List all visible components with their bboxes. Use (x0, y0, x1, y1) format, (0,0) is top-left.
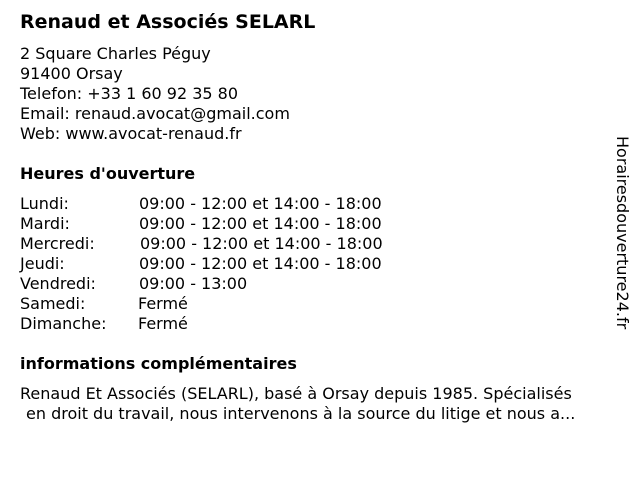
time-value: 09:00 - 13:00 (139, 274, 248, 293)
description-line: en droit du travail, nous intervenons à la source du litige et nous a... (26, 404, 576, 423)
day-label: Mercredi: (20, 234, 95, 253)
address-city: 91400 Orsay (20, 64, 123, 83)
time-value: Fermé (138, 294, 188, 313)
description-line: Renaud Et Associés (SELARL), basé à Orsay depuis 1985. Spécialisés (20, 384, 572, 403)
day-label: Jeudi: (20, 254, 65, 273)
day-label: Lundi: (20, 194, 69, 213)
day-label: Samedi: (20, 294, 86, 313)
opening-hours-heading: Heures d'ouverture (20, 164, 196, 183)
contact-block (20, 44, 290, 144)
business-description (20, 384, 630, 424)
time-value: 09:00 - 12:00 et 14:00 - 18:00 (139, 194, 382, 213)
website: Web: www.avocat-renaud.fr (20, 124, 242, 143)
time-value: Fermé (138, 314, 188, 333)
time-value: 09:00 - 12:00 et 14:00 - 18:00 (139, 254, 382, 273)
additional-info-heading: informations complémentaires (20, 354, 297, 373)
day-label: Mardi: (20, 214, 70, 233)
site-watermark: Horairesdouverture24.fr (613, 136, 632, 330)
address-street: 2 Square Charles Péguy (20, 44, 211, 63)
phone-number: Telefon: +33 1 60 92 35 80 (20, 84, 239, 103)
time-value: 09:00 - 12:00 et 14:00 - 18:00 (139, 214, 382, 233)
day-label: Vendredi: (20, 274, 96, 293)
time-value: 09:00 - 12:00 et 14:00 - 18:00 (140, 234, 383, 253)
business-name: Renaud et Associés SELARL (20, 11, 316, 33)
day-label: Dimanche: (20, 314, 107, 333)
email-address: Email: renaud.avocat@gmail.com (20, 104, 290, 123)
